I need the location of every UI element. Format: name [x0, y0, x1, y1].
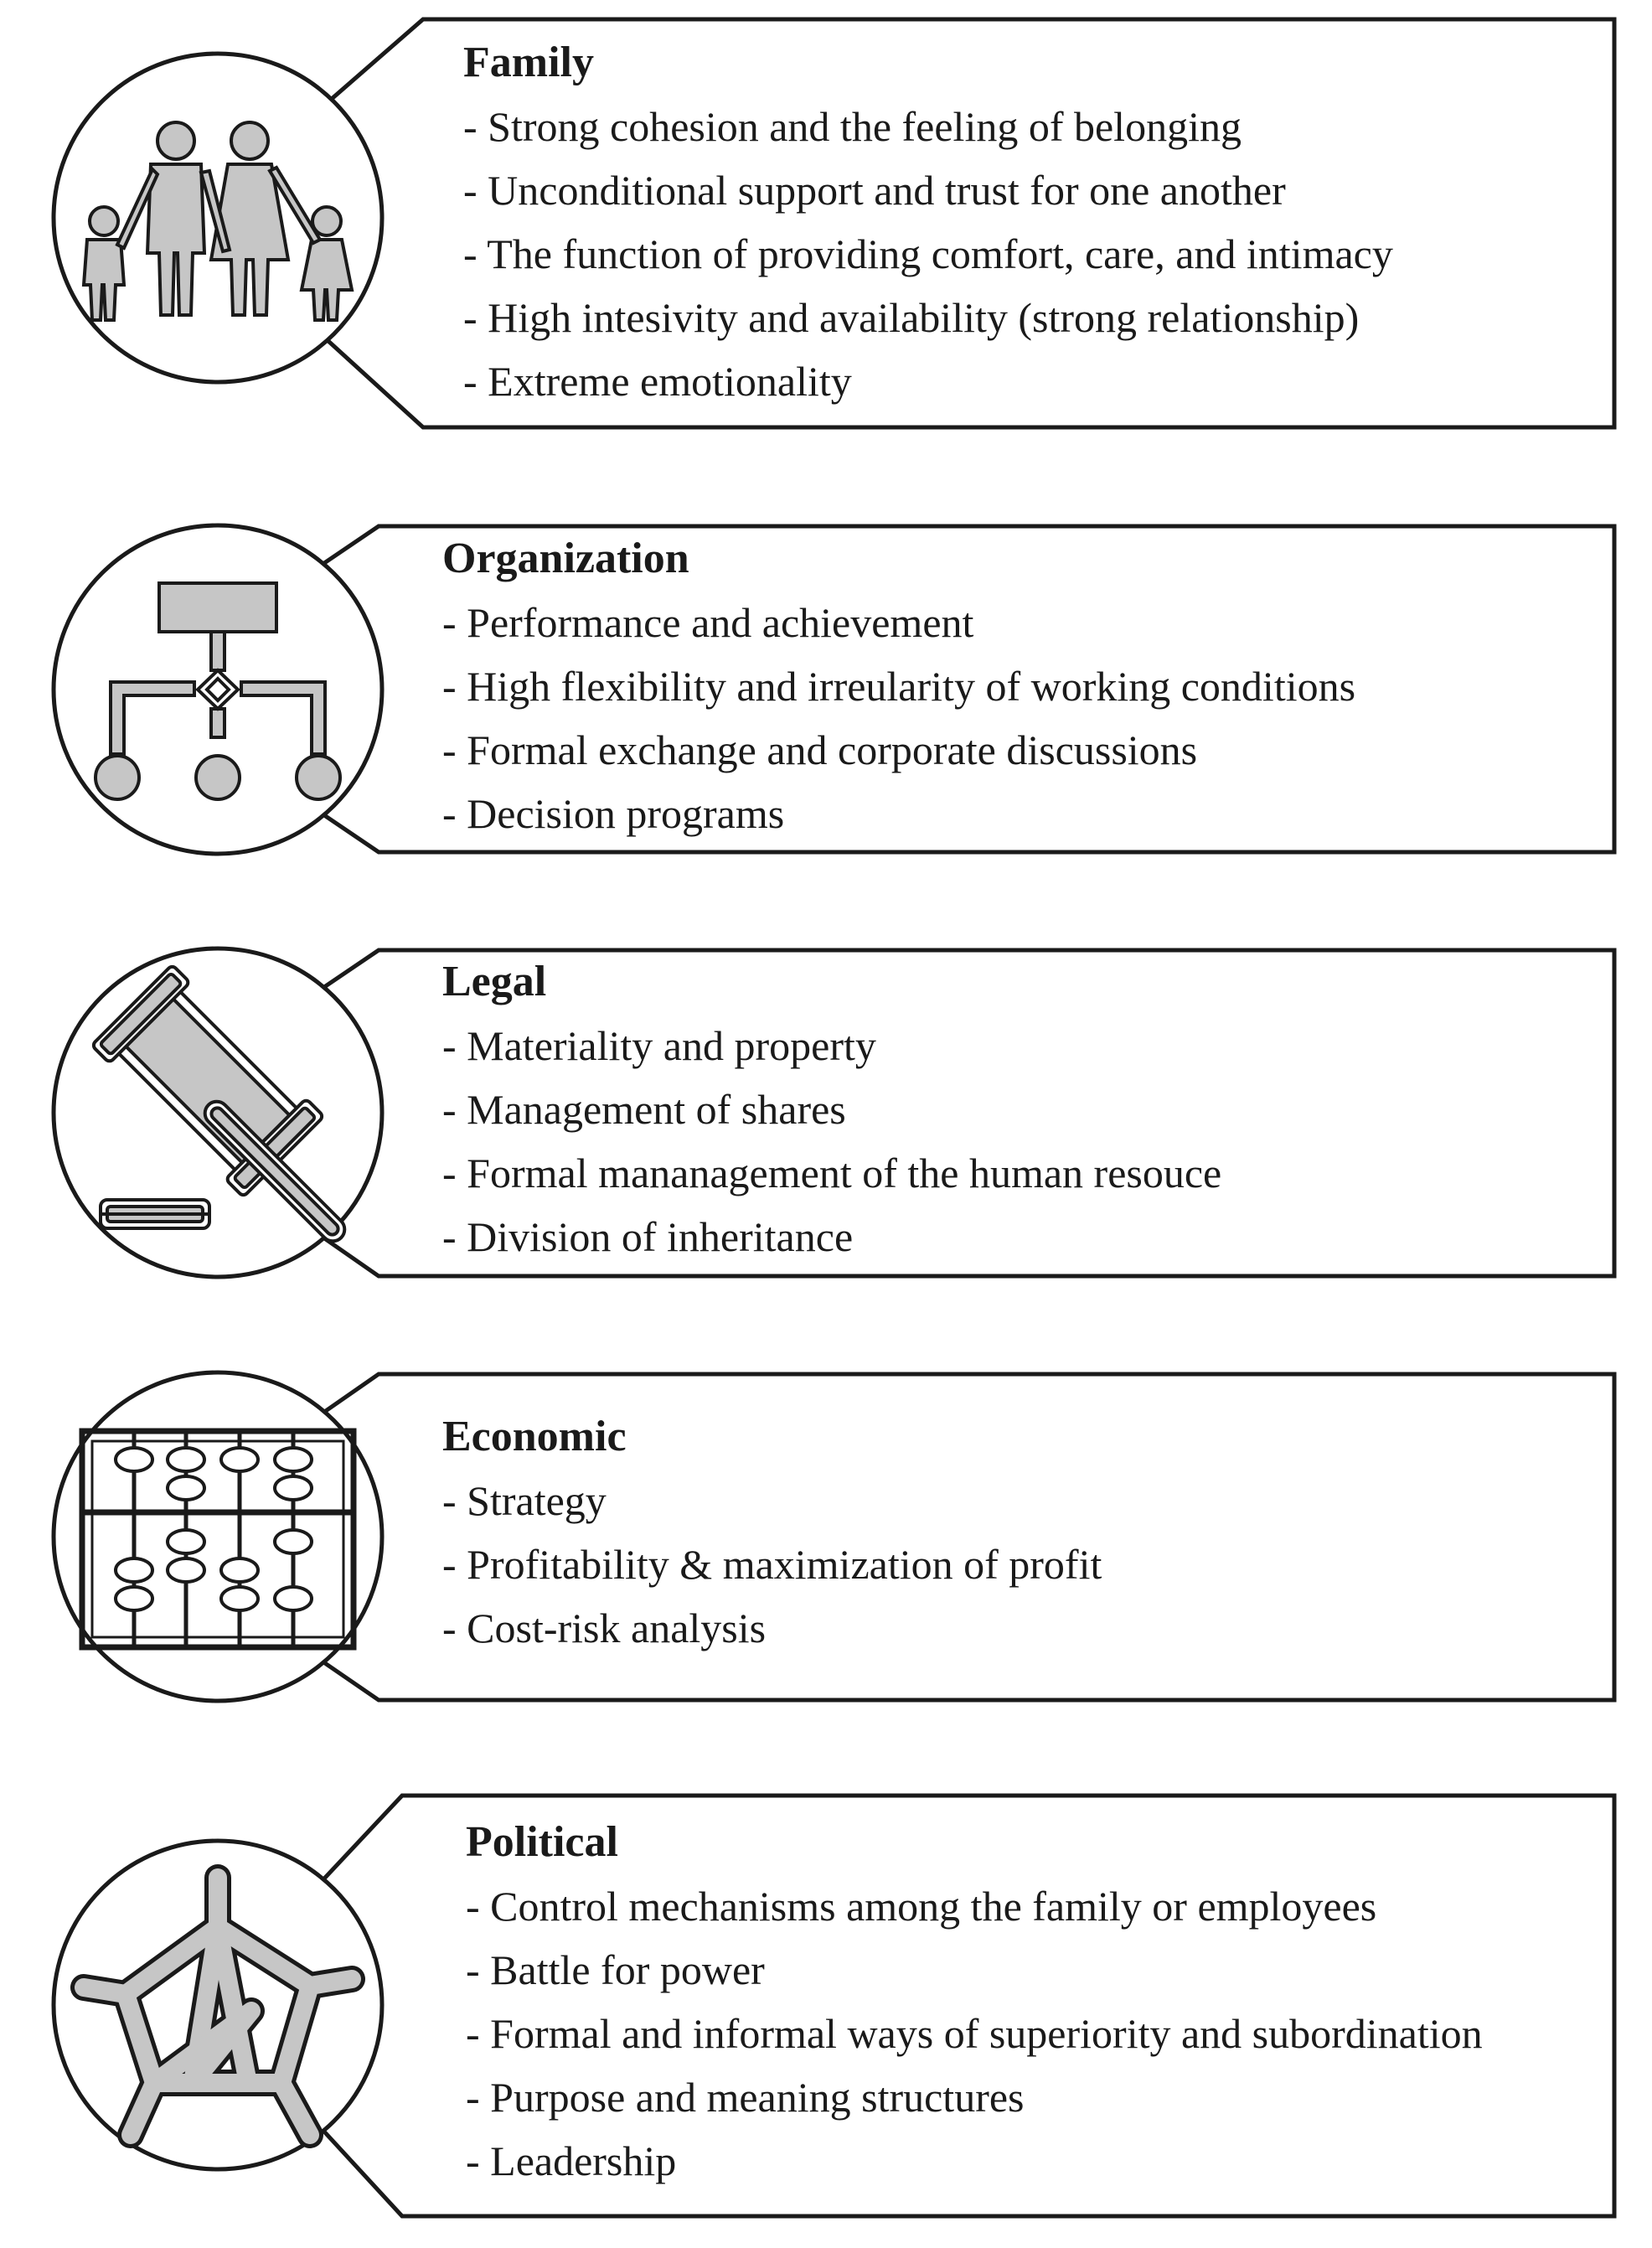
list-item: - Management of shares [442, 1086, 846, 1133]
section-title-political: Political [466, 1818, 618, 1866]
list-item: - High intesivity and availability (strong relationship) [463, 294, 1360, 341]
list-item: - The function of providing comfort, care, and intimacy [463, 230, 1393, 277]
list-item: - Formal and informal ways of superiority and subordination [466, 2010, 1483, 2057]
list-item: - Strong cohesion and the feeling of belonging [463, 103, 1242, 150]
political-section [466, 1817, 1483, 2199]
list-item: - Extreme emotionality [463, 358, 852, 405]
section-title-family: Family [463, 39, 594, 86]
list-item: - Purpose and meaning structures [466, 2074, 1025, 2121]
list-item: - Profitability & maximization of profit [442, 1541, 1102, 1588]
economic-section [442, 1412, 1102, 1667]
section-title-legal: Legal [442, 958, 547, 1005]
list-item: - Control mechanisms among the family or employees [466, 1883, 1377, 1930]
list-item: - Materiality and property [442, 1022, 876, 1069]
list-item: - Cost-risk analysis [442, 1605, 767, 1651]
family-section [463, 38, 1393, 420]
list-item: - Formal mananagement of the human resouce [442, 1150, 1222, 1196]
list-item: - Leadership [466, 2137, 677, 2184]
list-item: - Unconditional support and trust for one another [463, 167, 1286, 214]
section-title-organization: Organization [442, 535, 689, 582]
section-title-economic: Economic [442, 1413, 627, 1460]
organization-section [442, 534, 1355, 852]
list-item: - Division of inheritance [442, 1213, 854, 1260]
list-item: - Formal exchange and corporate discussions [442, 726, 1198, 773]
list-item: - Performance and achievement [442, 599, 974, 646]
legal-section [442, 957, 1221, 1275]
list-item: - Strategy [442, 1477, 607, 1524]
list-item: - Battle for power [466, 1946, 765, 1993]
list-item: - Decision programs [442, 790, 785, 837]
list-item: - High flexibility and irreularity of working conditions [442, 663, 1356, 710]
